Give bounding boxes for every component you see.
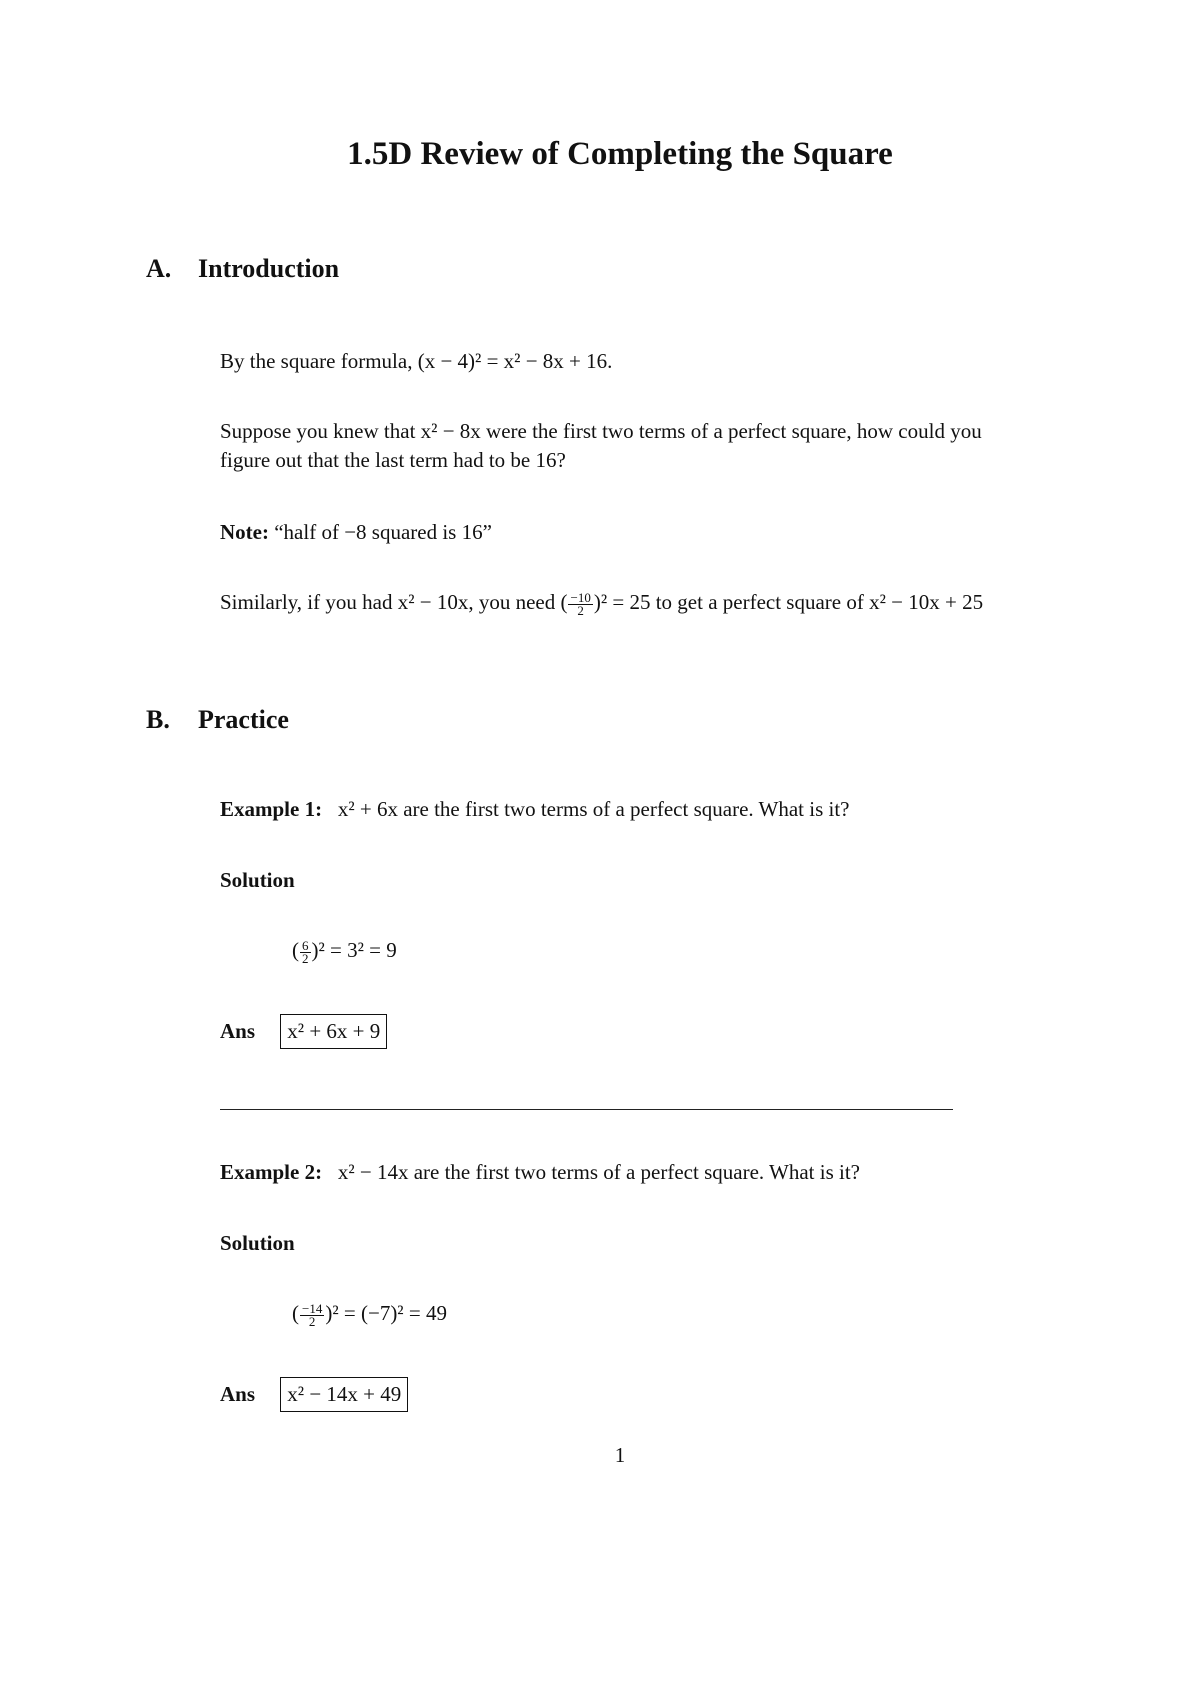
page-title: 1.5D Review of Completing the Square xyxy=(347,136,893,172)
example-2 xyxy=(220,1158,860,1187)
p4-frac-den: 2 xyxy=(577,602,584,618)
example-1-work-start: ( xyxy=(292,938,299,962)
example-1-statement: x² + 6x are the first two terms of a perfect square. What is it? xyxy=(337,797,850,821)
intro-paragraph-2-line-1: Suppose you knew that x² − 8x were the first two terms of a perfect square, how could you xyxy=(220,419,982,443)
p4-end: )² = 25 to get a perfect square of x² − 10x + 25 xyxy=(593,590,984,614)
example-2-frac-den: 2 xyxy=(308,1313,316,1329)
example-2-answer-box: x² − 14x + 49 xyxy=(280,1377,408,1412)
section-a-heading xyxy=(146,254,339,284)
example-2-frac-num: −14 xyxy=(302,1300,323,1316)
example-2-work-start: ( xyxy=(292,1301,299,1325)
divider xyxy=(220,1109,953,1110)
example-2-ans-label: Ans xyxy=(220,1382,256,1406)
note-text: “half of −8 squared is 16” xyxy=(274,520,492,544)
example-2-work xyxy=(292,1299,447,1328)
section-a-title: Introduction xyxy=(198,254,340,283)
example-2-fraction xyxy=(300,1300,324,1329)
example-2-answer-row xyxy=(220,1377,408,1412)
example-1-answer-row xyxy=(220,1014,387,1049)
example-2-work-end: )² = (−7)² = 49 xyxy=(325,1301,447,1325)
p4-start: Similarly, if you had x² − 10x, you need ( xyxy=(220,590,568,614)
example-1-work-end: )² = 3² = 9 xyxy=(311,938,397,962)
intro-paragraph-1: By the square formula, (x − 4)² = x² − 8x + 16. xyxy=(220,349,613,373)
section-b-number: B. xyxy=(146,705,170,734)
example-1-work xyxy=(292,936,397,965)
example-1-label: Example 1: xyxy=(220,797,323,821)
section-a-number: A. xyxy=(146,254,172,283)
section-b-heading xyxy=(146,705,289,735)
intro-paragraph-2-line-2: figure out that the last term had to be 16? xyxy=(220,448,566,472)
p4-fraction xyxy=(568,589,592,618)
example-1 xyxy=(220,795,850,824)
example-2-label: Example 2: xyxy=(220,1160,323,1184)
example-1-frac-num: 6 xyxy=(302,937,309,953)
example-2-solution-label: Solution xyxy=(220,1231,295,1255)
example-1-solution-label: Solution xyxy=(220,868,295,892)
example-1-frac-den: 2 xyxy=(302,950,309,966)
section-b-title: Practice xyxy=(198,705,289,734)
page-number: 1 xyxy=(614,1443,626,1467)
example-1-ans-label: Ans xyxy=(220,1019,256,1043)
example-1-fraction xyxy=(300,937,311,966)
example-1-answer-box: x² + 6x + 9 xyxy=(280,1014,387,1049)
note-label: Note: xyxy=(220,520,269,544)
example-2-statement: x² − 14x are the first two terms of a perfect square. What is it? xyxy=(337,1160,860,1184)
intro-paragraph-4 xyxy=(220,588,983,617)
p4-frac-num: −10 xyxy=(570,589,591,605)
intro-note xyxy=(220,518,492,547)
